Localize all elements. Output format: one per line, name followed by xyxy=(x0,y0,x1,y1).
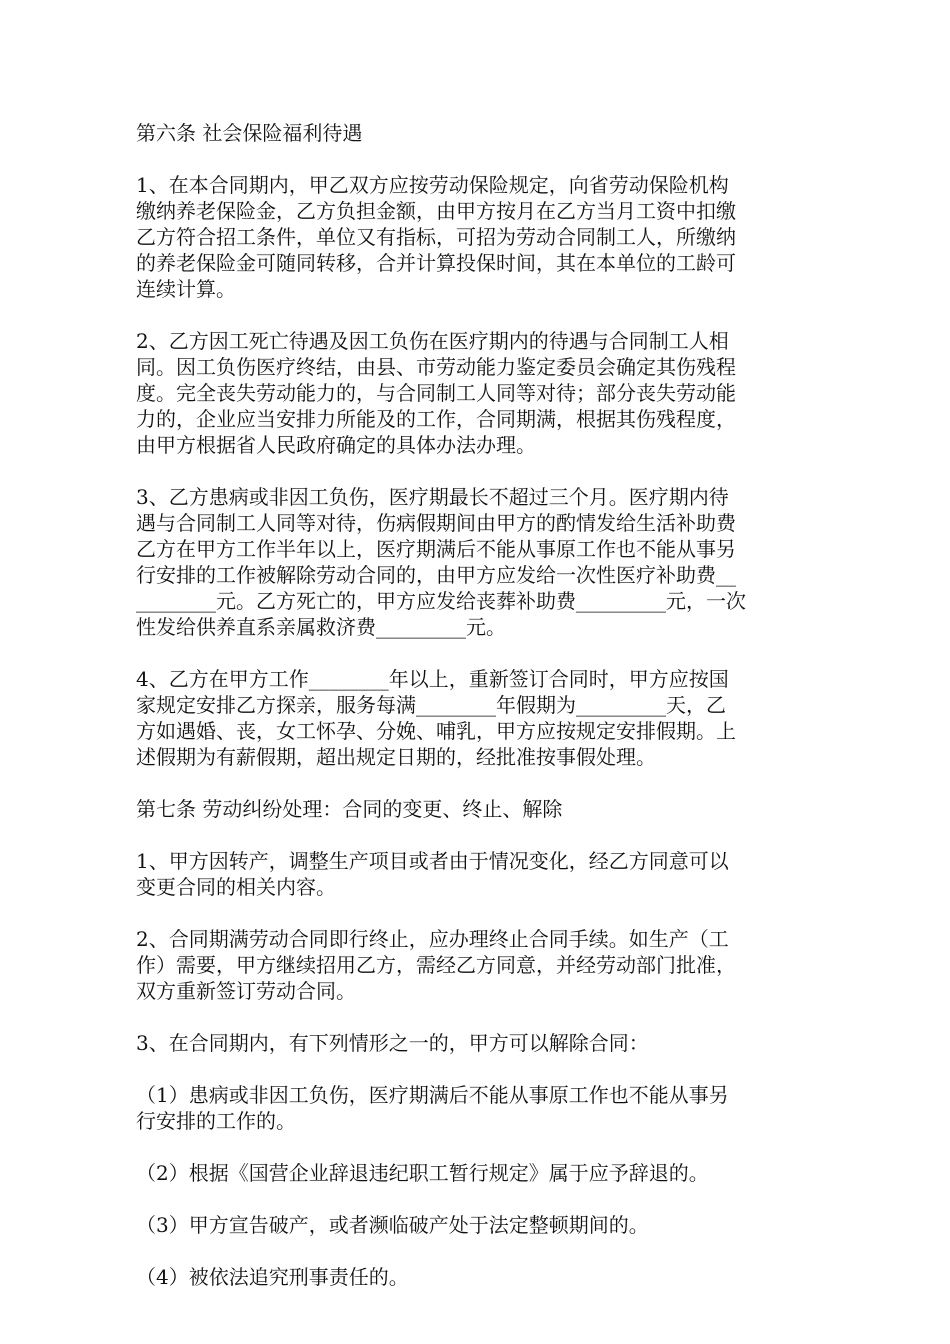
section-7-heading: 第七条 劳动纠纷处理：合同的变更、终止、解除 xyxy=(136,797,563,821)
text-line: 2、合同期满劳动合同即行终止，应办理终止合同手续。如生产（工 xyxy=(136,927,729,951)
text-line: 行安排的工作的。 xyxy=(136,1109,296,1133)
section-7-item-1 xyxy=(136,1082,816,1134)
text-line: 2、乙方因工死亡待遇及因工负伤在医疗期内的待遇与合同制工人相 xyxy=(136,329,729,353)
document-page xyxy=(136,120,816,1316)
text-line: （1）患病或非因工负伤，医疗期满后不能从事原工作也不能从事另 xyxy=(136,1083,729,1107)
section-6-clause-4 xyxy=(136,666,816,770)
text-line: ________元。乙方死亡的，甲方应发给丧葬补助费_________元，一次 xyxy=(136,589,746,613)
section-7-item-4 xyxy=(136,1264,816,1290)
section-7-clause-3 xyxy=(136,1030,816,1056)
text-line: 变更合同的相关内容。 xyxy=(136,875,336,899)
text-line: 同。因工负伤医疗终结，由县、市劳动能力鉴定委员会确定其伤残程 xyxy=(136,355,736,379)
text-line: 缴纳养老保险金，乙方负担金额，由甲方按月在乙方当月工资中扣缴 xyxy=(136,199,736,223)
text-line: 方如遇婚、丧，女工怀孕、分娩、哺乳，甲方应按规定安排假期。上 xyxy=(136,719,736,743)
section-6-clause-2 xyxy=(136,328,816,458)
text-line: 乙方符合招工条件，单位又有指标，可招为劳动合同制工人，所缴纳 xyxy=(136,225,736,249)
text-line: 行安排的工作被解除劳动合同的，由甲方应发给一次性医疗补助费__ xyxy=(136,563,736,587)
text-line: 度。完全丧失劳动能力的，与合同制工人同等对待；部分丧失劳动能 xyxy=(136,381,736,405)
text-line: 乙方在甲方工作半年以上，医疗期满后不能从事原工作也不能从事另 xyxy=(136,537,736,561)
section-7-clause-1 xyxy=(136,848,816,900)
text-line: 1、甲方因转产，调整生产项目或者由于情况变化，经乙方同意可以 xyxy=(136,849,729,873)
section-7-clause-2 xyxy=(136,926,816,1004)
section-6-heading: 第六条 社会保险福利待遇 xyxy=(136,121,363,145)
text-line: 述假期为有薪假期，超出规定日期的，经批准按事假处理。 xyxy=(136,745,656,769)
text-line: 性发给供养直系亲属救济费_________元。 xyxy=(136,615,506,639)
text-line: （2）根据《国营企业辞退违纪职工暂行规定》属于应予辞退的。 xyxy=(136,1161,709,1185)
text-line: 3、乙方患病或非因工负伤，医疗期最长不超过三个月。医疗期内待 xyxy=(136,485,729,509)
text-line: 由甲方根据省人民政府确定的具体办法办理。 xyxy=(136,433,536,457)
section-6-clause-1 xyxy=(136,172,816,302)
text-line: 1、在本合同期内，甲乙双方应按劳动保险规定，向省劳动保险机构 xyxy=(136,173,729,197)
text-line: （3）甲方宣告破产，或者濒临破产处于法定整顿期间的。 xyxy=(136,1213,649,1237)
text-line: 家规定安排乙方探亲，服务每满________年假期为_________天，乙 xyxy=(136,693,726,717)
text-line: 遇与合同制工人同等对待，伤病假期间由甲方的酌情发给生活补助费 xyxy=(136,511,736,535)
text-line: 双方重新签订劳动合同。 xyxy=(136,979,356,1003)
section-6-clause-3 xyxy=(136,484,816,640)
section-7-item-3 xyxy=(136,1212,816,1238)
text-line: 作）需要，甲方继续招用乙方，需经乙方同意，并经劳动部门批准， xyxy=(136,953,736,977)
text-line: （4）被依法追究刑事责任的。 xyxy=(136,1265,409,1289)
section-7-item-2 xyxy=(136,1160,816,1186)
text-line: 4、乙方在甲方工作________年以上，重新签订合同时，甲方应按国 xyxy=(136,667,729,691)
text-line: 力的，企业应当安排力所能及的工作，合同期满，根据其伤残程度， xyxy=(136,407,736,431)
text-line: 3、在合同期内，有下列情形之一的，甲方可以解除合同： xyxy=(136,1031,649,1055)
text-line: 的养老保险金可随同转移，合并计算投保时间，其在本单位的工龄可 xyxy=(136,251,736,275)
text-line: 连续计算。 xyxy=(136,277,236,301)
